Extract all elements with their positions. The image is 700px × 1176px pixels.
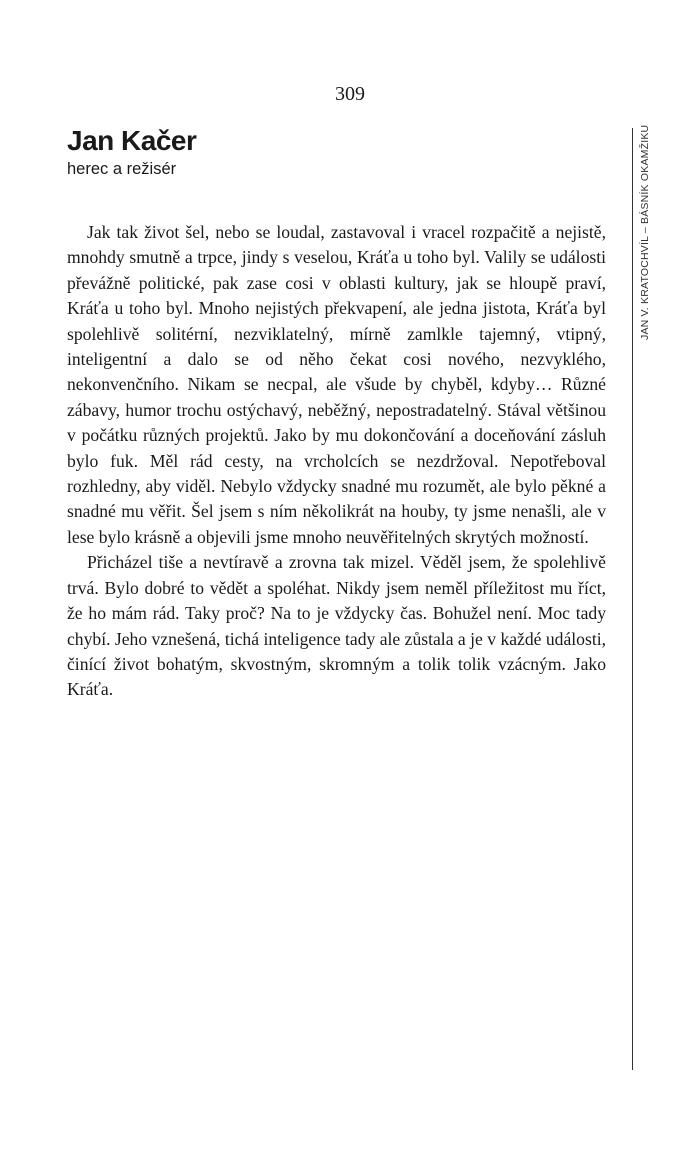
side-rule: [632, 128, 633, 1070]
author-name: Jan Kačer: [67, 125, 197, 156]
paragraph-2: Přicházel tiše a nevtíravě a zrovna tak mizel. Věděl jsem, že spolehlivě trvá. Bylo dobré to vědět a spoléhat. Nikdy jsem neměl příležitost mu říct, že ho mám rád. Taky proč? Na to je vždycky čas. Bohužel není. Moc tady chybí. Jeho vznešená, tichá inteligence tady ale zůstala a je v každé události, činící život bohatým, skvostným, skromným a tolik tolik vzácným. Jako Kráťa.: [67, 552, 606, 700]
article-body: [67, 220, 606, 703]
author-role: herec a režisér: [67, 160, 177, 178]
running-header-wrap: [636, 124, 654, 340]
article-header: [67, 124, 196, 180]
paragraph-1: Jak tak život šel, nebo se loudal, zastavoval i vracel rozpačitě a nejistě, mnohdy smutně a trpce, jindy s veselou, Kráťa u toho byl. Valily se události převážně politické, pak zase cosi v oblasti kultury, jak se hloupě praví, Kráťa u toho byl. Mnoho nejistých překvapení, ale jedna jistota, Kráťa byl spolehlivě solitérní, nezviklatelný, mírně zamlkle tajemný, vtipný, inteligentní a dalo se od něho čekat cosi nového, nezvyklého, nekonvenčního. Nikam se necpal, ale všude by chyběl, kdyby… Různé zábavy, humor trochu ostýchavý, neběžný, nepostradatelný. Stával většinou v počátku různých projektů. Jako by mu dokončování a doceňování zásluh bylo fuk. Měl rád cesty, na vrcholcích se nezdržoval. Nepotřeboval rozhledny, aby viděl. Nebylo vždycky snadné mu rozumět, ale bylo pěkné a snadné mu věřit. Šel jsem s ním několikrát na houby, ty jsme nenašli, ale v lese bylo krásně a objevili jsme mnoho neuvěřitelných skrytých možností.: [67, 222, 606, 547]
page-number: 309: [335, 83, 365, 105]
running-header: JAN V. KRATOCHVÍL – BÁSNÍK OKAMŽIKU: [639, 124, 651, 340]
